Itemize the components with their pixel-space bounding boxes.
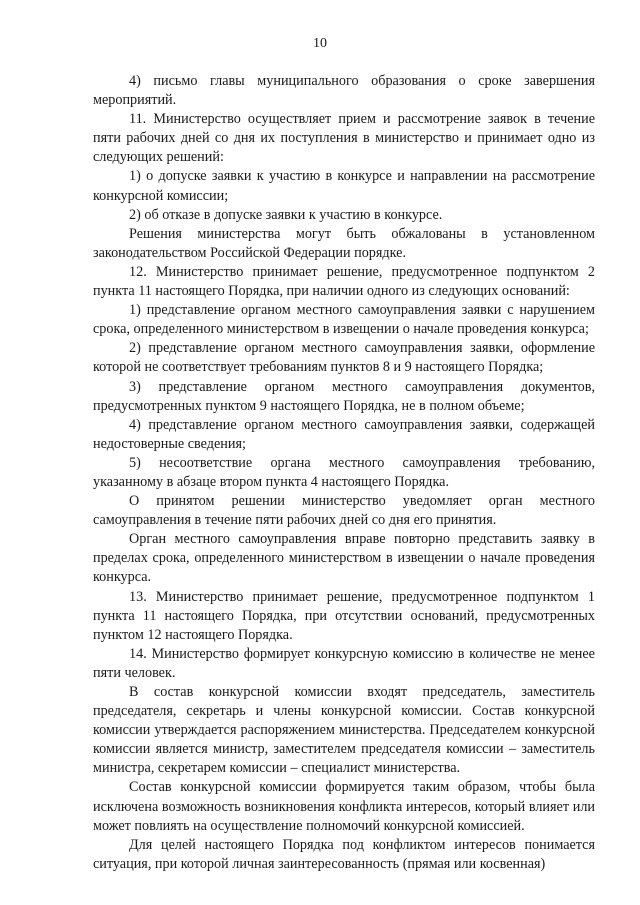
paragraph-resubmission: Орган местного самоуправления вправе повторно представить заявку в пределах срока, определенного министерством в извещении о начале проведения конкурса. <box>93 531 595 586</box>
paragraph-ground-4: 4) представление органом местного самоуправления заявки, содержащей недостоверные сведения; <box>93 416 595 452</box>
paragraph-notification: О принятом решении министерство уведомляет орган местного самоуправления в течение пяти рабочих дней со дня его принятия. <box>93 493 595 529</box>
paragraph-clause-13: 13. Министерство принимает решение, предусмотренное подпунктом 1 пункта 11 настоящего Порядка, при отсутствии оснований, предусмотренных пунктом 12 настоящего Порядка. <box>93 588 595 643</box>
paragraph-ground-5: 5) несоответствие органа местного самоуправления требованию, указанному в абзаце втором пункта 4 настоящего Порядка. <box>93 454 595 490</box>
page-number: 10 <box>313 36 327 51</box>
paragraph-conflict-exclusion: Состав конкурсной комиссии формируется таким образом, чтобы была исключена возможность возникновения конфликта интересов, который влияет или может повлиять на осуществление полномочий конкурсной комиссией. <box>93 779 595 834</box>
paragraph-appeal: Решения министерства могут быть обжалованы в установленном законодательством Российской Федерации порядке. <box>93 225 595 261</box>
paragraph-ground-2: 2) представление органом местного самоуправления заявки, оформление которой не соответствует требованиям пунктов 8 и 9 настоящего Порядка; <box>93 340 595 376</box>
paragraph-conflict-definition: Для целей настоящего Порядка под конфликтом интересов понимается ситуация, при которой личная заинтересованность (прямая или косвенная) <box>93 836 595 872</box>
paragraph-commission-composition: В состав конкурсной комиссии входят председатель, заместитель председателя, секретарь и члены конкурсной комиссии. Состав конкурсной комиссии утверждается распоряжением министерства. Председателем конкурсной комиссии является министр, заместителем председателя комиссии – заместитель министра, секретарем комиссии – специалист министерства. <box>93 684 595 777</box>
paragraph-ground-1: 1) представление органом местного самоуправления заявки с нарушением срока, определенного министерством в извещении о начале проведения конкурса; <box>93 302 595 338</box>
document-body <box>93 72 595 874</box>
paragraph-decision-admit: 1) о допуске заявки к участию в конкурсе и направлении на рассмотрение конкурсной комиссии; <box>93 168 595 204</box>
paragraph-item-4-letter: 4) письмо главы муниципального образования о сроке завершения мероприятий. <box>93 73 595 109</box>
paragraph-ground-3: 3) представление органом местного самоуправления документов, предусмотренных пунктом 9 настоящего Порядка, не в полном объеме; <box>93 378 595 414</box>
paragraph-clause-11: 11. Министерство осуществляет прием и рассмотрение заявок в течение пяти рабочих дней со дня их поступления в министерство и принимает одно из следующих решений: <box>93 111 595 166</box>
paragraph-decision-refuse: 2) об отказе в допуске заявки к участию в конкурсе. <box>129 206 443 223</box>
paragraph-clause-14: 14. Министерство формирует конкурсную комиссию в количестве не менее пяти человек. <box>93 645 595 681</box>
paragraph-clause-12: 12. Министерство принимает решение, предусмотренное подпунктом 2 пункта 11 настоящего Порядка, при наличии одного из следующих оснований: <box>93 263 595 300</box>
